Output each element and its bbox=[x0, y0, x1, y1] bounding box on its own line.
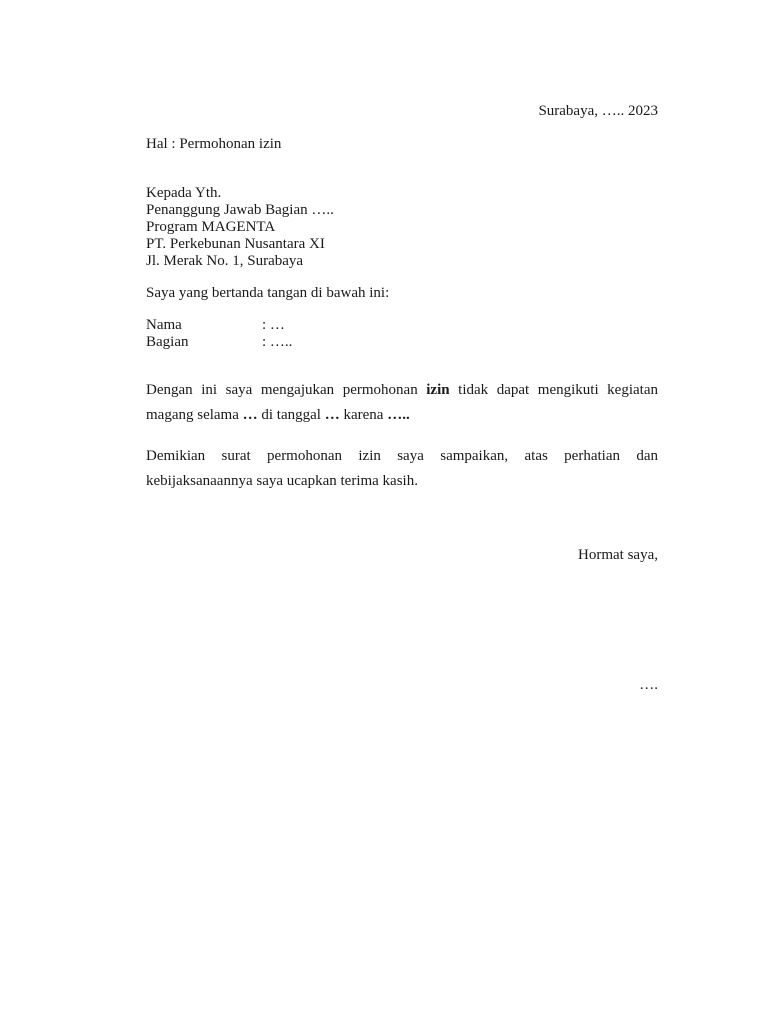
identity-fields bbox=[146, 317, 658, 351]
field-value: : … bbox=[262, 317, 285, 333]
intro-paragraph bbox=[146, 285, 658, 302]
request-text-2: tidak dapat mengikuti kegiatan magang selama bbox=[146, 382, 658, 423]
place-date-text: Surabaya, ….. 2023 bbox=[538, 103, 658, 119]
intro-text: Saya yang bertanda tangan di bawah ini: bbox=[146, 285, 390, 301]
signature-text: …. bbox=[639, 677, 658, 693]
closing-paragraph-text: Demikian surat permohonan izin saya sampaikan, atas perhatian dan kebijaksanaannya saya ucapkan terima kasih. bbox=[146, 448, 658, 489]
request-text-3: di tanggal bbox=[257, 407, 325, 423]
closing-paragraph bbox=[146, 444, 658, 494]
request-bold-duration: … bbox=[242, 407, 258, 423]
place-date bbox=[146, 103, 658, 120]
closing-salutation bbox=[146, 547, 658, 564]
field-value: : ….. bbox=[262, 334, 293, 350]
signature-placeholder bbox=[146, 677, 658, 694]
request-paragraph bbox=[146, 378, 658, 428]
recipient-line: PT. Perkebunan Nusantara XI bbox=[146, 236, 325, 252]
subject-text: Hal : Permohonan izin bbox=[146, 136, 282, 152]
closing-salutation-text: Hormat saya, bbox=[578, 547, 658, 563]
request-text-1: Dengan ini saya mengajukan permohonan bbox=[146, 382, 427, 398]
recipient-line: Penanggung Jawab Bagian ….. bbox=[146, 202, 334, 218]
request-bold-izin: izin bbox=[426, 382, 450, 398]
recipient-block bbox=[146, 185, 658, 270]
field-label: Nama bbox=[146, 317, 182, 333]
request-bold-date: … bbox=[324, 407, 340, 423]
request-bold-reason: ….. bbox=[387, 407, 410, 423]
recipient-line: Program MAGENTA bbox=[146, 219, 276, 235]
field-row-bagian bbox=[146, 334, 658, 351]
subject-line bbox=[146, 136, 658, 153]
recipient-line: Kepada Yth. bbox=[146, 185, 222, 201]
recipient-line: Jl. Merak No. 1, Surabaya bbox=[146, 253, 304, 269]
request-text-4: karena bbox=[339, 407, 388, 423]
field-label: Bagian bbox=[146, 334, 189, 350]
field-row-nama bbox=[146, 317, 658, 334]
